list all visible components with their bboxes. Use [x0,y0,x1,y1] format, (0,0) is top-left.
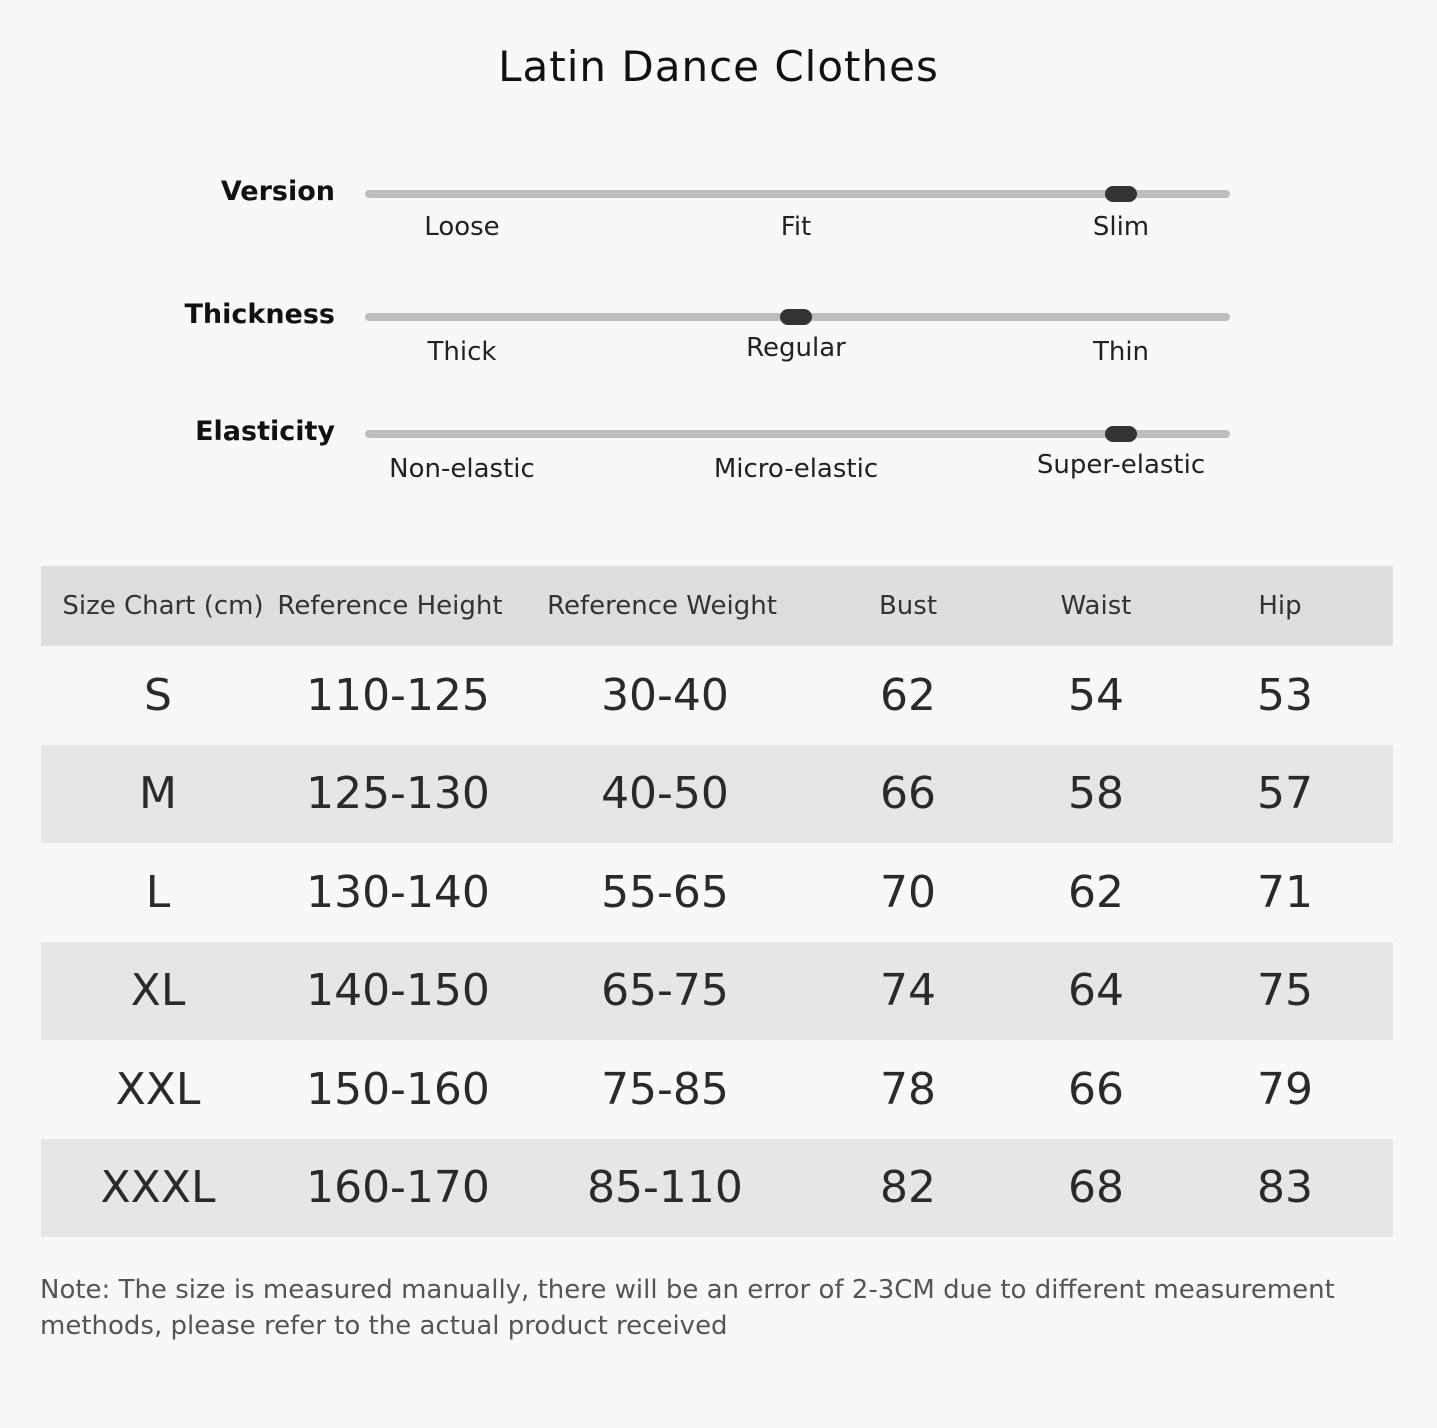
attribute-scale-track [365,430,1230,438]
column-header: Reference Weight [547,591,777,621]
size-cell: XXL [115,1063,201,1115]
size-cell: XL [130,965,186,1017]
option-label: Super-elastic [1036,450,1206,480]
waist-cell: 54 [1068,669,1124,721]
attribute-thickness [0,299,1437,409]
bust-cell: 66 [880,768,936,820]
option-label: Thick [427,337,497,367]
option-label: Slim [1092,212,1150,242]
option-label: Fit [780,212,812,242]
size-chart-table [41,566,1393,1237]
bust-cell: 78 [880,1063,936,1115]
weight-cell: 65-75 [601,965,729,1017]
height-cell: 160-170 [306,1162,490,1214]
size-cell: M [139,768,177,820]
column-header: Size Chart (cm) [62,591,264,621]
bust-cell: 82 [880,1162,936,1214]
attribute-indicator [1105,426,1137,442]
weight-cell: 55-65 [601,866,729,918]
attribute-indicator [1105,186,1137,202]
column-header: Hip [1258,591,1302,621]
measurement-note: Note: The size is measured manually, there will be an error of 2-3CM due to different measurement methods, please refer to the actual product received [40,1275,1335,1341]
hip-cell: 83 [1257,1162,1313,1214]
hip-cell: 79 [1257,1063,1313,1115]
column-header: Reference Height [277,591,503,621]
waist-cell: 66 [1068,1063,1124,1115]
option-label: Loose [424,212,500,242]
weight-cell: 85-110 [587,1162,743,1214]
attribute-indicator [780,309,812,325]
weight-cell: 75-85 [601,1063,729,1115]
size-cell: S [144,669,172,721]
table-row [41,745,1393,844]
size-cell: XXXL [100,1162,216,1214]
table-row [41,1139,1393,1238]
table-header-row [41,566,1393,646]
hip-cell: 75 [1257,965,1313,1017]
bust-cell: 62 [880,669,936,721]
attribute-label: Elasticity [195,416,335,447]
waist-cell: 68 [1068,1162,1124,1214]
table-row [41,646,1393,745]
hip-cell: 57 [1257,768,1313,820]
table-row [41,1040,1393,1139]
column-header: Waist [1060,591,1132,621]
height-cell: 150-160 [306,1063,490,1115]
weight-cell: 30-40 [601,669,729,721]
attribute-label: Version [220,176,335,207]
attribute-scale-track [365,190,1230,198]
bust-cell: 70 [880,866,936,918]
table-row [41,843,1393,942]
waist-cell: 62 [1068,866,1124,918]
hip-cell: 53 [1257,669,1313,721]
attribute-elasticity [0,416,1437,526]
option-label: Regular [746,333,846,363]
weight-cell: 40-50 [601,768,729,820]
height-cell: 110-125 [306,669,490,721]
attribute-version [0,176,1437,286]
size-cell: L [145,866,171,918]
option-label: Non-elastic [389,454,535,484]
page-title: Latin Dance Clothes [498,42,939,91]
height-cell: 130-140 [306,866,490,918]
waist-cell: 64 [1068,965,1124,1017]
height-cell: 125-130 [306,768,490,820]
attribute-label: Thickness [184,299,335,330]
table-row [41,942,1393,1041]
option-label: Thin [1092,337,1150,367]
option-label: Micro-elastic [713,454,879,484]
waist-cell: 58 [1068,768,1124,820]
column-header: Bust [878,591,938,621]
height-cell: 140-150 [306,965,490,1017]
bust-cell: 74 [880,965,936,1017]
attribute-scale-track [365,313,1230,321]
hip-cell: 71 [1257,866,1313,918]
